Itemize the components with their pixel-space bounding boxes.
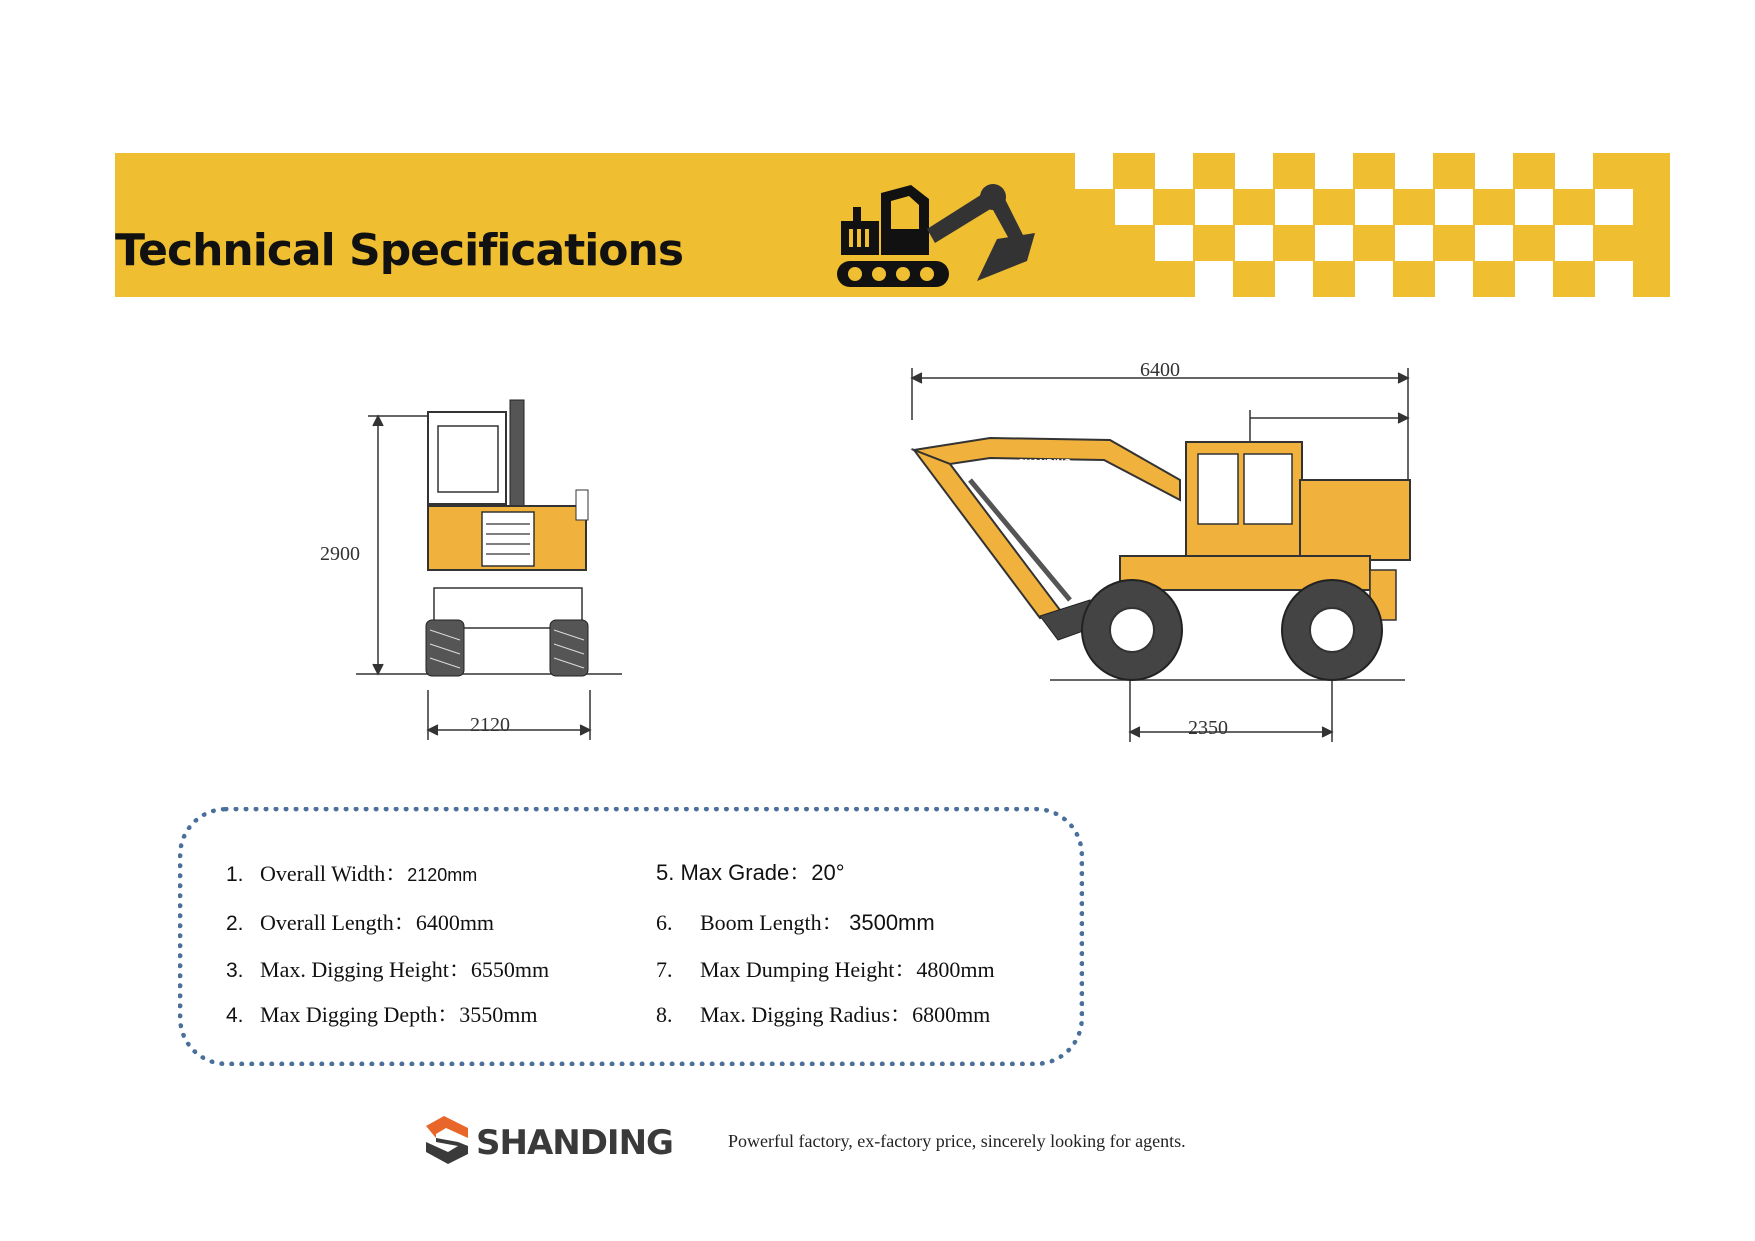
shanding-logo [422, 1112, 682, 1168]
spec-number: 1. [226, 863, 244, 886]
spec-label: Max. Digging Height： [260, 957, 471, 982]
spec-label: Overall Length： [260, 910, 416, 935]
spec-value: 20° [811, 860, 845, 885]
length-label: 6400 [1140, 359, 1180, 381]
spec-value: 2120mm [407, 865, 478, 885]
spec-item-2 [226, 906, 494, 937]
spec-value: 4800mm [916, 957, 995, 982]
page-title: Technical Specifications [115, 225, 684, 276]
spec-value: 6550mm [470, 957, 550, 982]
spec-item-8 [656, 998, 990, 1029]
spec-item-1 [226, 857, 477, 888]
wheelbase-label: 2350 [1188, 717, 1228, 739]
spec-value: 6400mm [415, 910, 495, 935]
spec-item-4 [226, 998, 537, 1029]
spec-item-5 [656, 856, 845, 887]
footer-tagline: Powerful factory, ex-factory price, sincerely looking for agents. [728, 1131, 1186, 1151]
excavator-icon [827, 163, 1077, 293]
spec-label: Overall Width： [260, 861, 408, 886]
spec-number: 7. [656, 957, 673, 982]
front-view-drawing [310, 330, 630, 750]
footer-brand: SHANDING [476, 1123, 673, 1163]
spec-value: 6800mm [912, 1002, 991, 1027]
spec-label: Max Dumping Height： [700, 957, 917, 982]
spec-number: 6. [656, 910, 673, 935]
spec-label: Max. Digging Radius： [700, 1002, 913, 1027]
spec-item-6 [656, 906, 935, 937]
header-banner [115, 153, 1670, 297]
spec-value: 3550mm [459, 1002, 538, 1027]
side-view-drawing [880, 330, 1500, 760]
height-label: 2900 [320, 543, 360, 565]
boom-brand-label: SHANDING [1018, 458, 1072, 469]
spec-item-7 [656, 953, 995, 984]
spec-number: 3. [226, 959, 244, 982]
spec-value: 3500mm [849, 910, 935, 935]
spec-number: 5. Max Grade： [656, 860, 812, 885]
spec-label: Boom Length： [700, 910, 844, 935]
spec-number: 2. [226, 912, 244, 935]
checker-pattern [1075, 153, 1670, 297]
spec-item-3 [226, 953, 549, 984]
spec-label: Max Digging Depth： [260, 1002, 460, 1027]
spec-number: 4. [226, 1004, 244, 1027]
spec-number: 8. [656, 1002, 673, 1027]
shanding-s-logo [426, 1116, 468, 1164]
width-label: 2120 [470, 714, 510, 736]
